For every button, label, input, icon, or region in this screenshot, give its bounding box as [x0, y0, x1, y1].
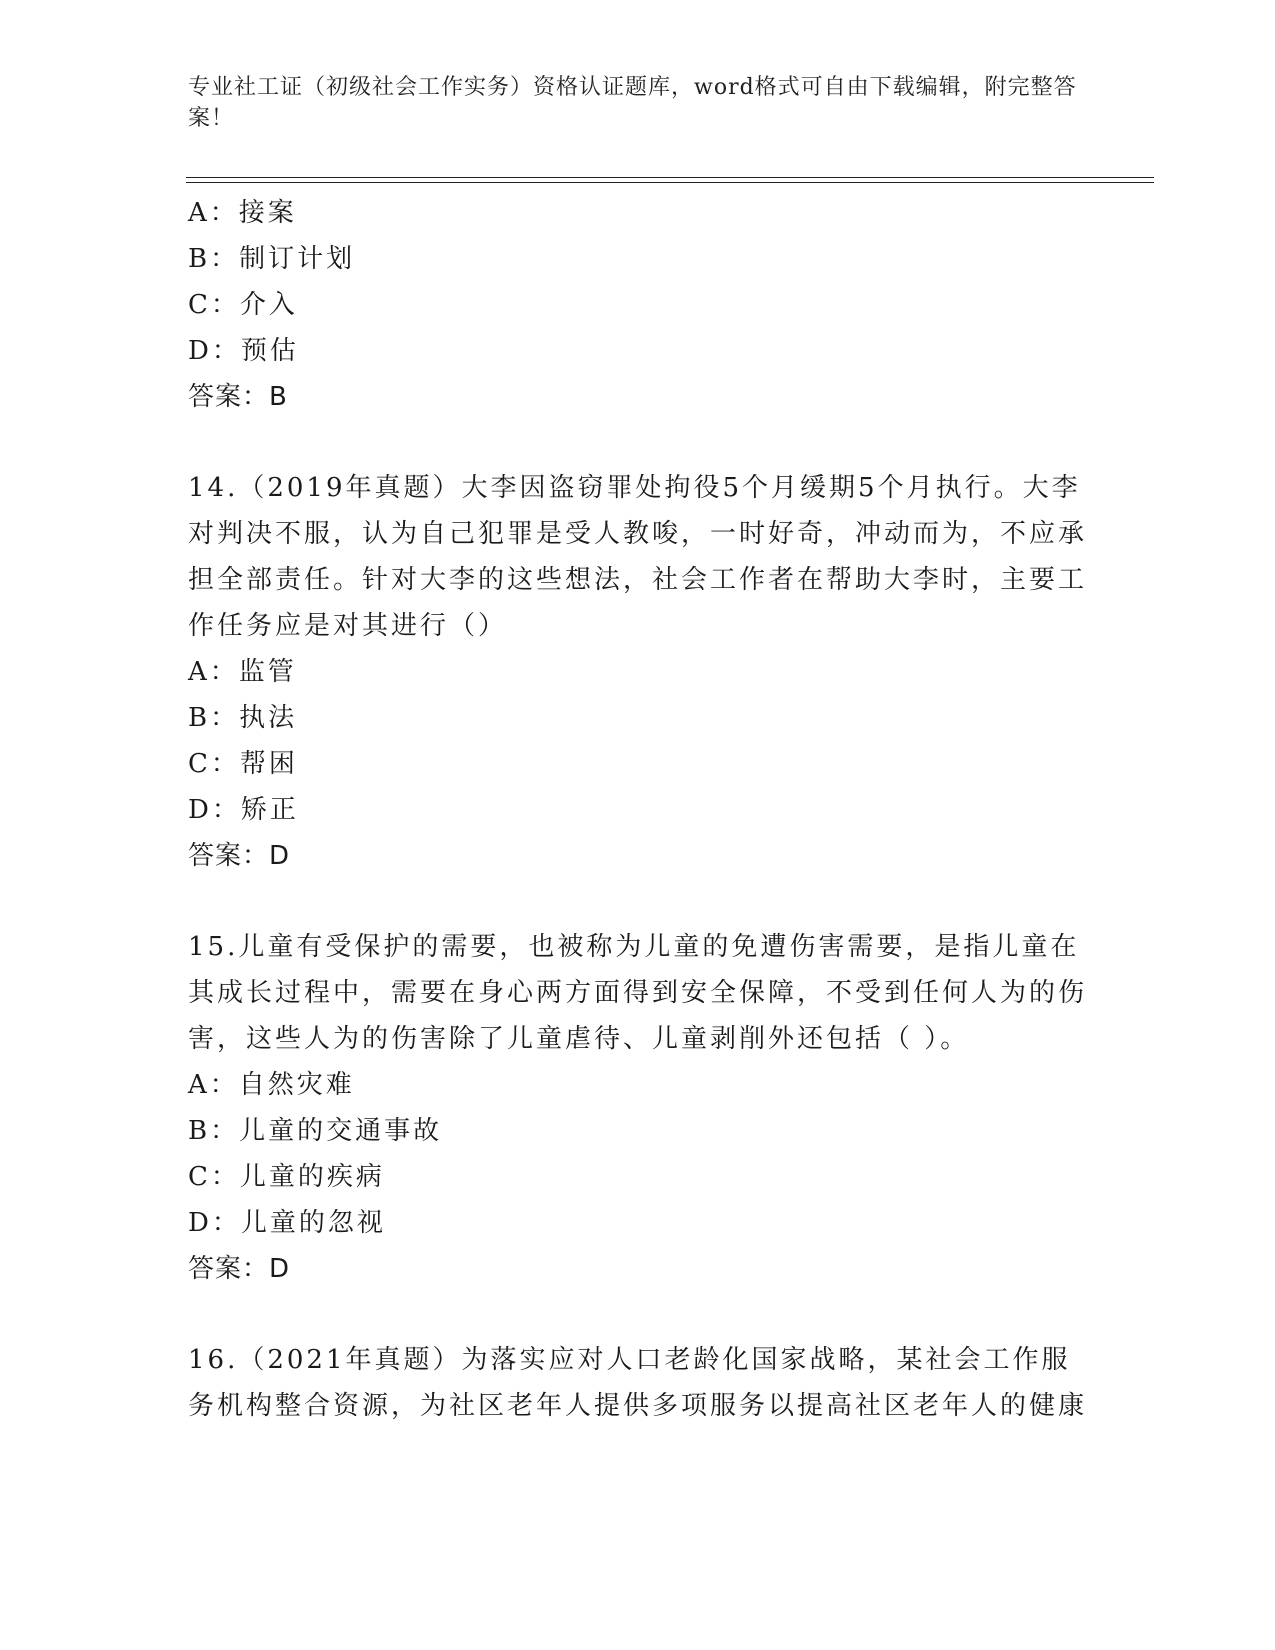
- header-divider-top: [186, 177, 1154, 178]
- q14-option-a: A：监管: [188, 657, 297, 687]
- page-header: 专业社工证（初级社会工作实务）资格认证题库，word格式可自由下载编辑，附完整答案！: [188, 75, 1077, 131]
- q15-option-c: C：儿童的疾病: [188, 1162, 385, 1192]
- q13-option-a: A：接案: [188, 198, 297, 228]
- q13-option-b: B：制订计划: [188, 244, 356, 274]
- spacer: [188, 1292, 1088, 1337]
- q13-answer: 答案：B: [188, 382, 288, 412]
- question-15-block: [188, 924, 1088, 1292]
- header-divider-bottom: [186, 182, 1154, 183]
- spacer: [188, 879, 1088, 924]
- q14-option-b: B：执法: [188, 703, 298, 733]
- question-13-block: [188, 190, 1088, 420]
- q14-option-d: D：矫正: [188, 795, 299, 825]
- q14-answer: 答案：D: [188, 841, 291, 871]
- q15-option-a: A：自然灾难: [188, 1070, 355, 1100]
- q13-option-d: D：预估: [188, 336, 299, 366]
- question-16-block: [188, 1337, 1088, 1429]
- question-14-block: [188, 465, 1088, 879]
- question-content: [188, 190, 1088, 1429]
- q13-option-c: C：介入: [188, 290, 298, 320]
- q14-text: 14.（2019年真题）大李因盗窃罪处拘役5个月缓期5个月执行。大李对判决不服，认为自己犯罪是受人教唆，一时好奇，冲动而为，不应承担全部责任。针对大李的这些想法，社会工作者在帮助大李时，主要工作任务应是对其进行（）: [188, 473, 1088, 641]
- spacer: [188, 420, 1088, 465]
- q15-option-b: B：儿童的交通事故: [188, 1116, 443, 1146]
- q15-option-d: D：儿童的忽视: [188, 1208, 386, 1238]
- q15-answer: 答案：D: [188, 1254, 291, 1284]
- q15-text: 15.儿童有受保护的需要，也被称为儿童的免遭伤害需要，是指儿童在其成长过程中，需要在身心两方面得到安全保障，不受到任何人为的伤害，这些人为的伤害除了儿童虐待、儿童剥削外还包括（ ）。: [188, 932, 1088, 1054]
- q16-text: 16.（2021年真题）为落实应对人口老龄化国家战略，某社会工作服务机构整合资源，为社区老年人提供多项服务以提高社区老年人的健康: [188, 1345, 1088, 1421]
- q14-option-c: C：帮困: [188, 749, 298, 779]
